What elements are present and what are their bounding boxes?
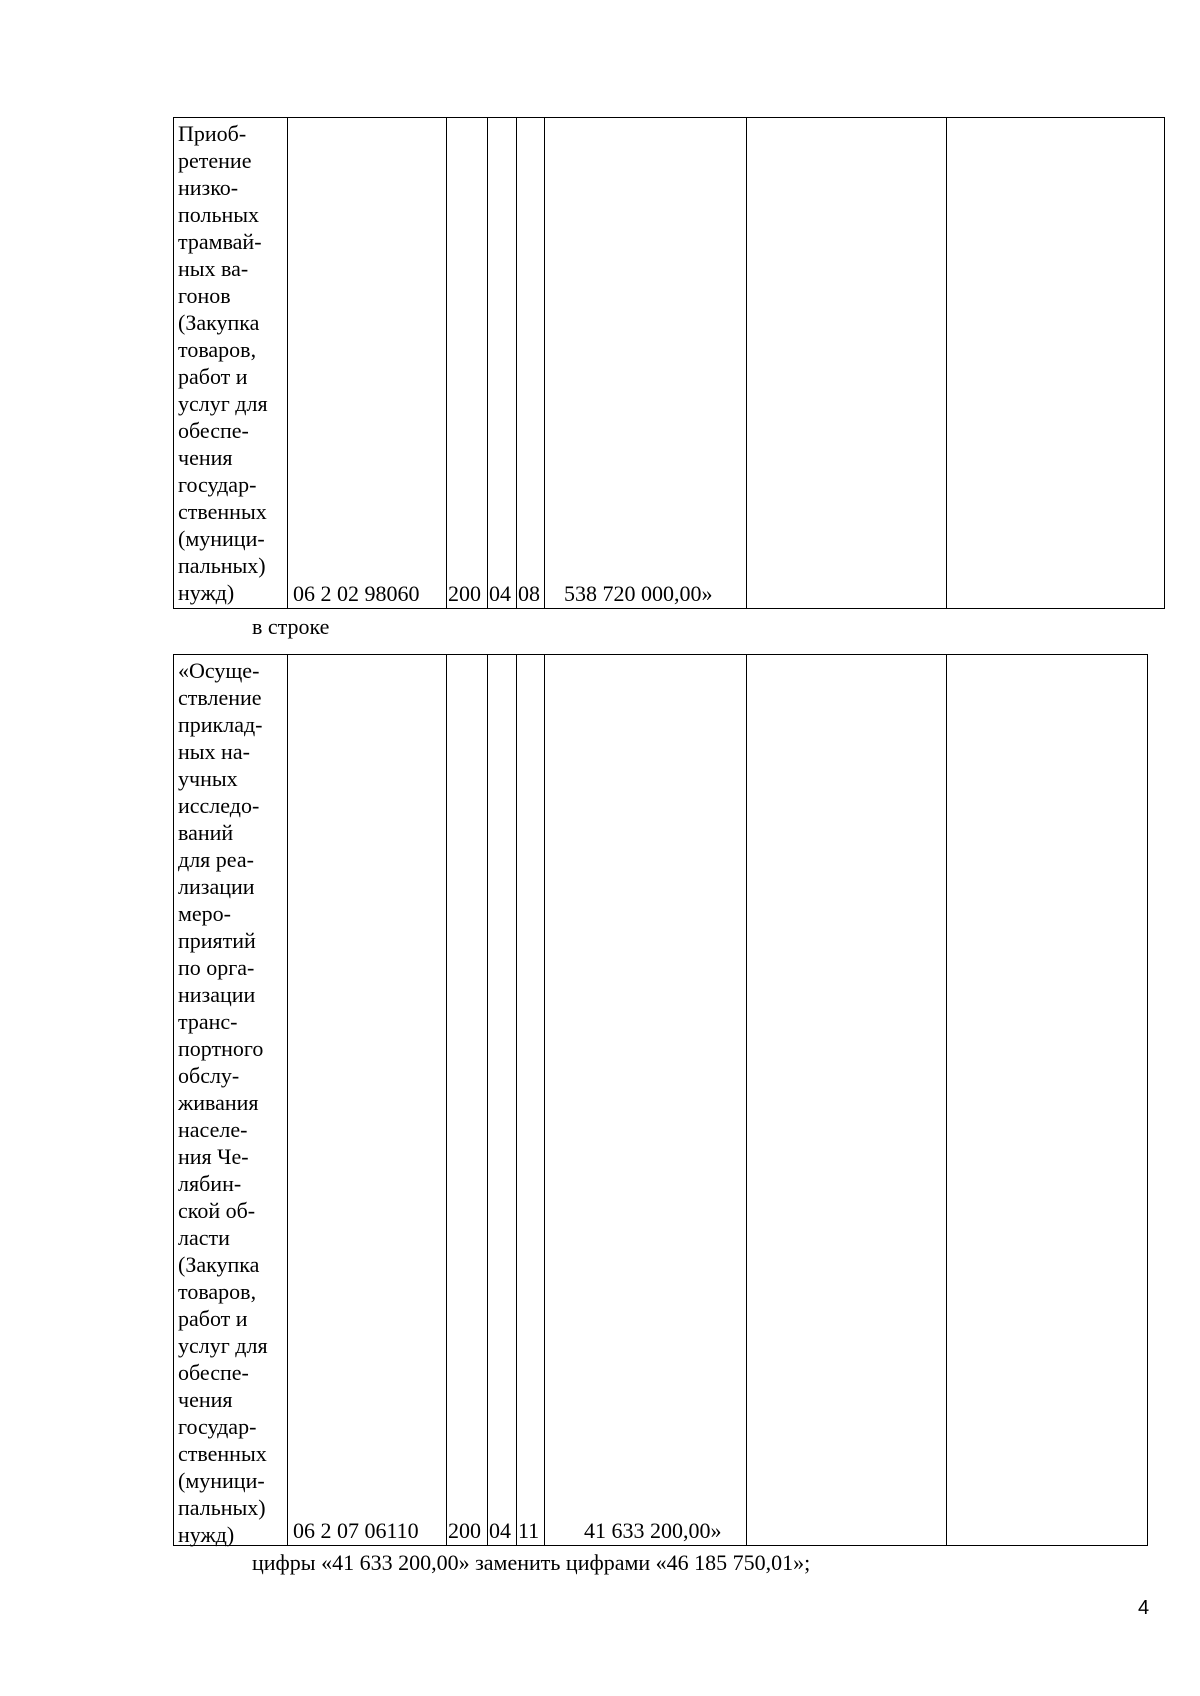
section-code: 04 xyxy=(489,581,511,606)
column-divider xyxy=(516,118,517,608)
target-article-code: 06 2 02 98060 xyxy=(293,581,420,606)
column-divider xyxy=(287,118,288,608)
column-divider xyxy=(544,655,545,1545)
amount: 41 633 200,00» xyxy=(584,1518,722,1543)
column-divider xyxy=(946,655,947,1545)
target-article-code: 06 2 07 06110 xyxy=(293,1518,419,1543)
budget-table-1 xyxy=(173,117,1165,609)
subsection-code: 08 xyxy=(518,581,540,606)
expense-type-code: 200 xyxy=(448,1518,481,1543)
column-divider xyxy=(746,118,747,608)
column-divider xyxy=(746,655,747,1545)
column-divider xyxy=(516,655,517,1545)
row-description: «Осуще- ствление приклад- ных на- учных исследо- ваний для реа- лизации меро- приятий по орга- низации транс- портного обслу- живания населе- ния Че- лябин- ской об- ласти (Закупка товаров, работ и услуг для обеспе- чения государ- ственных (муници- пальных) нужд) xyxy=(178,658,268,1547)
budget-table-2 xyxy=(173,654,1148,1546)
column-divider xyxy=(487,655,488,1545)
column-divider xyxy=(946,118,947,608)
column-divider xyxy=(544,118,545,608)
page-number: 4 xyxy=(1138,1597,1150,1619)
column-divider xyxy=(287,655,288,1545)
column-divider xyxy=(446,118,447,608)
replacement-instruction: цифры «41 633 200,00» заменить цифрами «46 185 750,01»; xyxy=(252,1550,811,1575)
amount: 538 720 000,00» xyxy=(564,581,713,606)
column-divider xyxy=(487,118,488,608)
between-text: в строке xyxy=(252,614,330,639)
subsection-code: 11 xyxy=(518,1518,540,1543)
column-divider xyxy=(446,655,447,1545)
expense-type-code: 200 xyxy=(448,581,481,606)
row-description: Приоб- ретение низко- польных трамвай- ных ва- гонов (Закупка товаров, работ и услуг для обеспе- чения государ- ственных (муници- пальных) нужд) xyxy=(178,121,268,605)
section-code: 04 xyxy=(489,1518,511,1543)
